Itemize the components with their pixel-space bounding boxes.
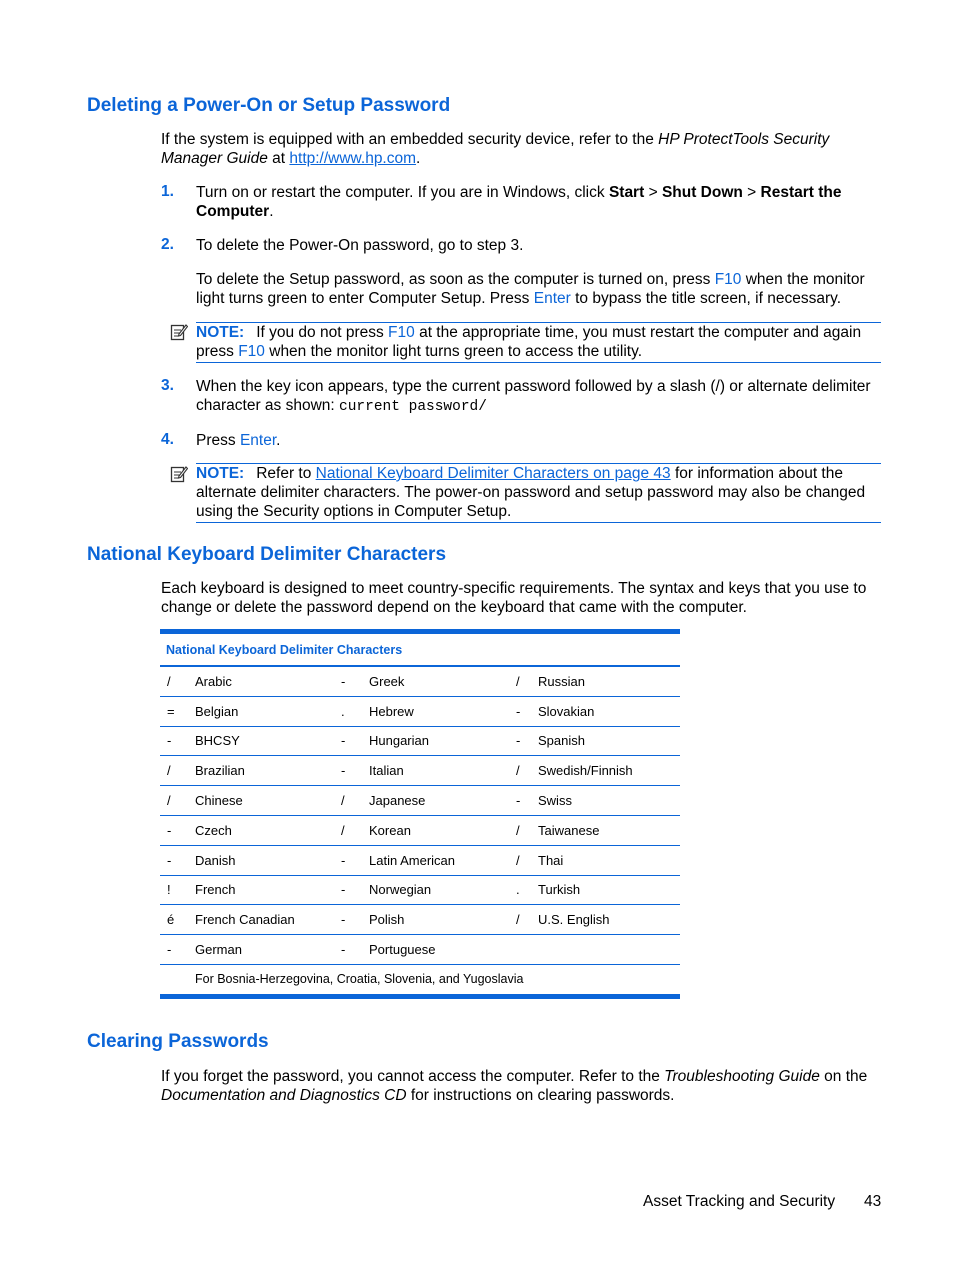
keyboard-language: Chinese xyxy=(195,786,334,816)
delimiter-symbol: é xyxy=(160,905,195,935)
note-label: NOTE: xyxy=(196,465,245,482)
step-4-text xyxy=(196,431,886,450)
section-heading-clearing-passwords: Clearing Passwords xyxy=(87,1031,269,1052)
step1-pre: Turn on or restart the computer. If you are in Windows, click xyxy=(196,184,609,201)
step-number-1: 1. xyxy=(161,183,174,200)
note-icon xyxy=(170,323,188,341)
note2-pre: Refer to xyxy=(256,465,316,482)
delimiter-symbol: - xyxy=(334,726,369,756)
delimiter-symbol: / xyxy=(160,756,195,786)
step1-gt2: > xyxy=(742,184,761,201)
table-row xyxy=(160,935,680,965)
table-row xyxy=(160,696,680,726)
delimiter-symbol: ! xyxy=(160,875,195,905)
keyboard-language: Czech xyxy=(195,815,334,845)
table-row xyxy=(160,905,680,935)
keyboard-language: Slovakian xyxy=(538,696,680,726)
keyboard-language: Brazilian xyxy=(195,756,334,786)
keyboard-language: Polish xyxy=(369,905,510,935)
keyboard-language: Thai xyxy=(538,845,680,875)
step-3-text xyxy=(196,377,886,417)
delimiter-symbol: . xyxy=(334,696,369,726)
section3-post: for instructions on clearing passwords. xyxy=(406,1087,675,1104)
step1-gt1: > xyxy=(644,184,662,201)
step-2b-text xyxy=(196,270,886,308)
intro-guide-title: HP ProtectTools Security Manager Guide xyxy=(161,131,830,167)
step4-pre: Press xyxy=(196,432,240,449)
table-title: National Keyboard Delimiter Characters xyxy=(160,632,680,667)
delimiter-symbol: - xyxy=(510,696,538,726)
note-label: NOTE: xyxy=(196,324,245,341)
keyboard-language: Korean xyxy=(369,815,510,845)
step1-restart: Restart the Computer xyxy=(196,184,842,220)
section-heading-deleting-password: Deleting a Power-On or Setup Password xyxy=(87,95,451,116)
table-row xyxy=(160,666,680,696)
keyboard-language: French xyxy=(195,875,334,905)
f10-key: F10 xyxy=(714,271,742,288)
section3-mid: on the xyxy=(819,1068,868,1085)
delimiter-symbol: / xyxy=(510,815,538,845)
section3-text xyxy=(161,1067,883,1105)
step-number-4: 4. xyxy=(161,431,174,448)
delimiter-symbol: - xyxy=(334,845,369,875)
keyboard-language: Hungarian xyxy=(369,726,510,756)
table-row xyxy=(160,786,680,816)
delimiter-symbol: / xyxy=(510,756,538,786)
keyboard-language: Danish xyxy=(195,845,334,875)
delimiter-symbol xyxy=(510,935,538,965)
delimiter-symbol: - xyxy=(510,786,538,816)
delimiter-symbol: / xyxy=(334,786,369,816)
note1-post: when the monitor light turns green to access the utility. xyxy=(264,343,643,360)
delimiter-table xyxy=(160,629,680,999)
intro-period: . xyxy=(416,150,421,167)
note1-pre: If you do not press xyxy=(256,324,389,341)
keyboard-language: Italian xyxy=(369,756,510,786)
section1-intro xyxy=(161,130,883,168)
keyboard-language: Norwegian xyxy=(369,875,510,905)
keyboard-language: U.S. English xyxy=(538,905,680,935)
keyboard-language: Greek xyxy=(369,666,510,696)
keyboard-language: Japanese xyxy=(369,786,510,816)
note-box-1 xyxy=(196,322,881,363)
intro-text: If the system is equipped with an embedded security device, refer to the xyxy=(161,131,659,148)
keyboard-language: Spanish xyxy=(538,726,680,756)
section2-intro: Each keyboard is designed to meet country-specific requirements. The syntax and keys that you use to change or delete the password depend on the keyboard that came with the computer. xyxy=(161,580,867,616)
table-row xyxy=(160,726,680,756)
delimiter-symbol: - xyxy=(160,845,195,875)
keyboard-language: Portuguese xyxy=(369,935,510,965)
keyboard-language: Arabic xyxy=(195,666,334,696)
troubleshooting-guide-title: Troubleshooting Guide xyxy=(664,1068,820,1085)
table-footnote: For Bosnia-Herzegovina, Croatia, Slovenia, and Yugoslavia xyxy=(195,972,524,987)
delimiter-table-link[interactable]: National Keyboard Delimiter Characters on page 43 xyxy=(315,465,671,482)
documentation-cd-title: Documentation and Diagnostics CD xyxy=(161,1087,407,1104)
keyboard-language: Russian xyxy=(538,666,680,696)
step2b-post: to bypass the title screen, if necessary. xyxy=(570,290,842,307)
keyboard-language: BHCSY xyxy=(195,726,334,756)
delimiter-symbol: . xyxy=(510,875,538,905)
delimiter-symbol: / xyxy=(510,666,538,696)
delimiter-symbol: - xyxy=(160,726,195,756)
delimiter-symbol: / xyxy=(160,666,195,696)
note-icon xyxy=(170,465,188,483)
delimiter-symbol: - xyxy=(334,875,369,905)
keyboard-language: Swiss xyxy=(538,786,680,816)
step1-post: . xyxy=(269,203,274,220)
keyboard-language: Swedish/Finnish xyxy=(538,756,680,786)
delimiter-symbol: / xyxy=(160,786,195,816)
step-2-text: To delete the Power-On password, go to step 3. xyxy=(196,237,524,254)
table-row xyxy=(160,845,680,875)
table-row xyxy=(160,815,680,845)
keyboard-language: French Canadian xyxy=(195,905,334,935)
keyboard-language: Turkish xyxy=(538,875,680,905)
section-heading-delimiter-characters: National Keyboard Delimiter Characters xyxy=(87,544,447,565)
step-number-2: 2. xyxy=(161,236,174,253)
delimiter-symbol: - xyxy=(160,935,195,965)
delimiter-symbol: - xyxy=(334,666,369,696)
step-1-text xyxy=(196,183,886,221)
step1-shutdown: Shut Down xyxy=(661,184,743,201)
keyboard-language xyxy=(538,935,680,965)
delimiter-symbol: - xyxy=(160,815,195,845)
f10-key: F10 xyxy=(238,343,265,360)
step1-start: Start xyxy=(608,184,645,201)
enter-key: Enter xyxy=(533,290,571,307)
code-sample: current password/ xyxy=(339,399,487,415)
delimiter-symbol: / xyxy=(510,905,538,935)
keyboard-language: Belgian xyxy=(195,696,334,726)
delimiter-symbol: - xyxy=(510,726,538,756)
note1-mid: at the appropriate time, you must restart the computer and again press xyxy=(196,324,862,360)
note-box-2 xyxy=(196,463,881,523)
delimiter-symbol: - xyxy=(334,905,369,935)
delimiter-symbol: = xyxy=(160,696,195,726)
table-row xyxy=(160,756,680,786)
section3-pre: If you forget the password, you cannot access the computer. Refer to the xyxy=(161,1068,665,1085)
step4-post: . xyxy=(276,432,281,449)
keyboard-language: German xyxy=(195,935,334,965)
delimiter-symbol: - xyxy=(334,756,369,786)
f10-key: F10 xyxy=(388,324,415,341)
keyboard-language: Hebrew xyxy=(369,696,510,726)
step3-pre: When the key icon appears, type the current password followed by a slash (/) or alternate delimiter character as shown: xyxy=(196,378,871,414)
footer-page-number: 43 xyxy=(864,1193,882,1210)
intro-text-at: at xyxy=(267,150,290,167)
keyboard-language: Latin American xyxy=(369,845,510,875)
delimiter-symbol: - xyxy=(334,935,369,965)
table-footnote-row xyxy=(160,964,680,996)
footer-section-title: Asset Tracking and Security xyxy=(643,1193,836,1210)
delimiter-symbol: / xyxy=(334,815,369,845)
hp-website-link[interactable]: http://www.hp.com xyxy=(289,150,417,167)
note2-post: for information about the alternate delimiter characters. The power-on password and setup password may also be changed using the Security options in Computer Setup. xyxy=(196,465,866,520)
table-row xyxy=(160,875,680,905)
step-number-3: 3. xyxy=(161,377,174,394)
enter-key: Enter xyxy=(239,432,277,449)
step2b-pre: To delete the Setup password, as soon as the computer is turned on, press xyxy=(196,271,715,288)
delimiter-symbol: / xyxy=(510,845,538,875)
step2b-mid: when the monitor light turns green to enter Computer Setup. Press xyxy=(196,271,865,307)
keyboard-language: Taiwanese xyxy=(538,815,680,845)
